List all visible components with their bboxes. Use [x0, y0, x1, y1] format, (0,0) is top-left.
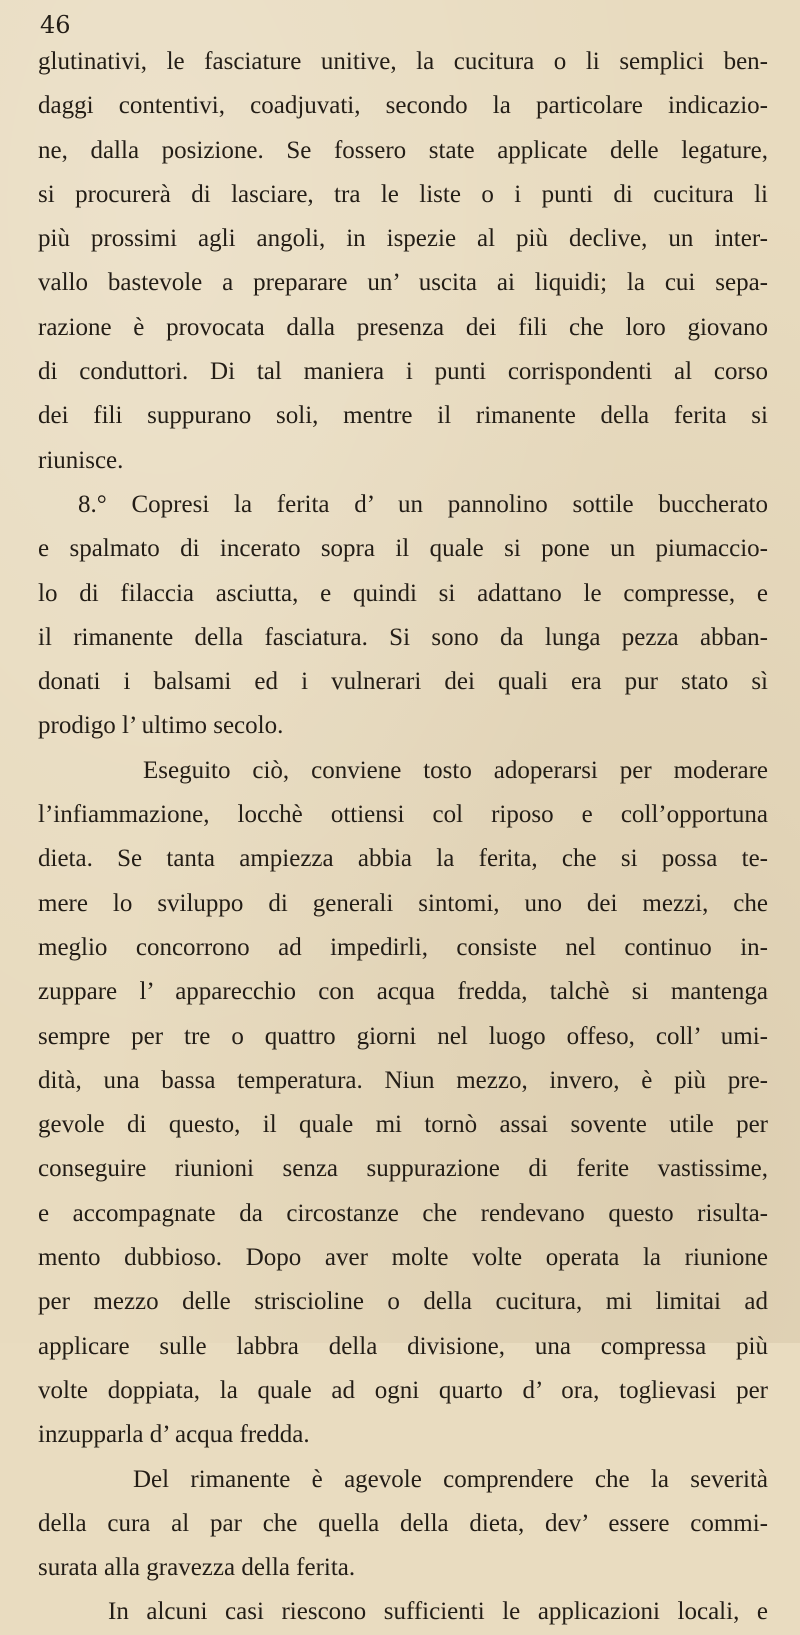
text-line: applicare sulle labbra della divisione, una compressa più: [38, 1332, 768, 1360]
paragraph-start-line: 8.° Copresi la ferita d’ un pannolino sottile buccherato: [78, 490, 768, 518]
text-line: ne, dalla posizione. Se fossero state applicate delle legature,: [38, 136, 768, 164]
text-line: e spalmato di incerato sopra il quale si pone un piumaccio-: [38, 535, 768, 563]
text-line: conseguire riunioni senza suppurazione di ferite vastissime,: [38, 1155, 768, 1183]
text-line: riunisce.: [38, 446, 124, 474]
text-line: vallo bastevole a preparare un’ uscita ai liquidi; la cui sepa-: [38, 269, 768, 297]
text-line: l’infiammazione, locchè ottiensi col riposo e coll’opportuna: [38, 801, 768, 829]
text-line: mere lo sviluppo di generali sintomi, uno dei mezzi, che: [38, 889, 768, 917]
page-number: 46: [40, 11, 71, 39]
text-line: dei fili suppurano soli, mentre il rimanente della ferita si: [38, 402, 768, 430]
paragraph-start-line: In alcuni casi riescono sufficienti le applicazioni locali, e: [108, 1598, 768, 1626]
text-line: più prossimi agli angoli, in ispezie al più declive, un inter-: [38, 225, 768, 253]
text-line: dità, una bassa temperatura. Niun mezzo, invero, è più pre-: [38, 1066, 768, 1094]
body-text: [38, 40, 768, 1635]
text-line: della cura al par che quella della dieta, dev’ essere commi-: [38, 1509, 768, 1537]
text-line: di conduttori. Di tal maniera i punti corrispondenti al corso: [38, 358, 768, 386]
text-line: lo di filaccia asciutta, e quindi si adattano le compresse, e: [38, 579, 768, 607]
text-line: prodigo l’ ultimo secolo.: [38, 712, 284, 740]
text-line: zuppare l’ apparecchio con acqua fredda, talchè si mantenga: [38, 978, 768, 1006]
text-line: il rimanente della fasciatura. Si sono da lunga pezza abban-: [38, 623, 768, 651]
paragraph-start-line: Del rimanente è agevole comprendere che la severità: [133, 1465, 768, 1493]
text-line: surata alla gravezza della ferita.: [38, 1554, 356, 1582]
text-line: e accompagnate da circostanze che rendevano questo risulta-: [38, 1199, 768, 1227]
text-line: mento dubbioso. Dopo aver molte volte operata la riunione: [38, 1244, 768, 1272]
text-line: gevole di questo, il quale mi tornò assai sovente utile per: [38, 1111, 768, 1139]
text-line: meglio concorrono ad impedirli, consiste nel continuo in-: [38, 933, 768, 961]
text-line: dieta. Se tanta ampiezza abbia la ferita, che si possa te-: [38, 845, 768, 873]
text-line: glutinativi, le fasciature unitive, la cucitura o li semplici ben-: [38, 48, 768, 75]
text-line: si procurerà di lasciare, tra le liste o i punti di cucitura li: [38, 180, 768, 208]
text-line: sempre per tre o quattro giorni nel luogo offeso, coll’ umi-: [38, 1022, 768, 1050]
text-line: donati i balsami ed i vulnerari dei quali era pur stato sì: [38, 668, 768, 696]
text-line: daggi contentivi, coadjuvati, secondo la particolare indicazio-: [38, 92, 768, 120]
text-line: volte doppiata, la quale ad ogni quarto d’ ora, toglievasi per: [38, 1376, 768, 1404]
text-line: inzupparla d’ acqua fredda.: [38, 1421, 310, 1449]
text-line: per mezzo delle striscioline o della cucitura, mi limitai ad: [38, 1288, 768, 1316]
text-line: razione è provocata dalla presenza dei fili che loro giovano: [38, 313, 768, 341]
paragraph-start-line: Eseguito ciò, conviene tosto adoperarsi per moderare: [143, 756, 768, 784]
